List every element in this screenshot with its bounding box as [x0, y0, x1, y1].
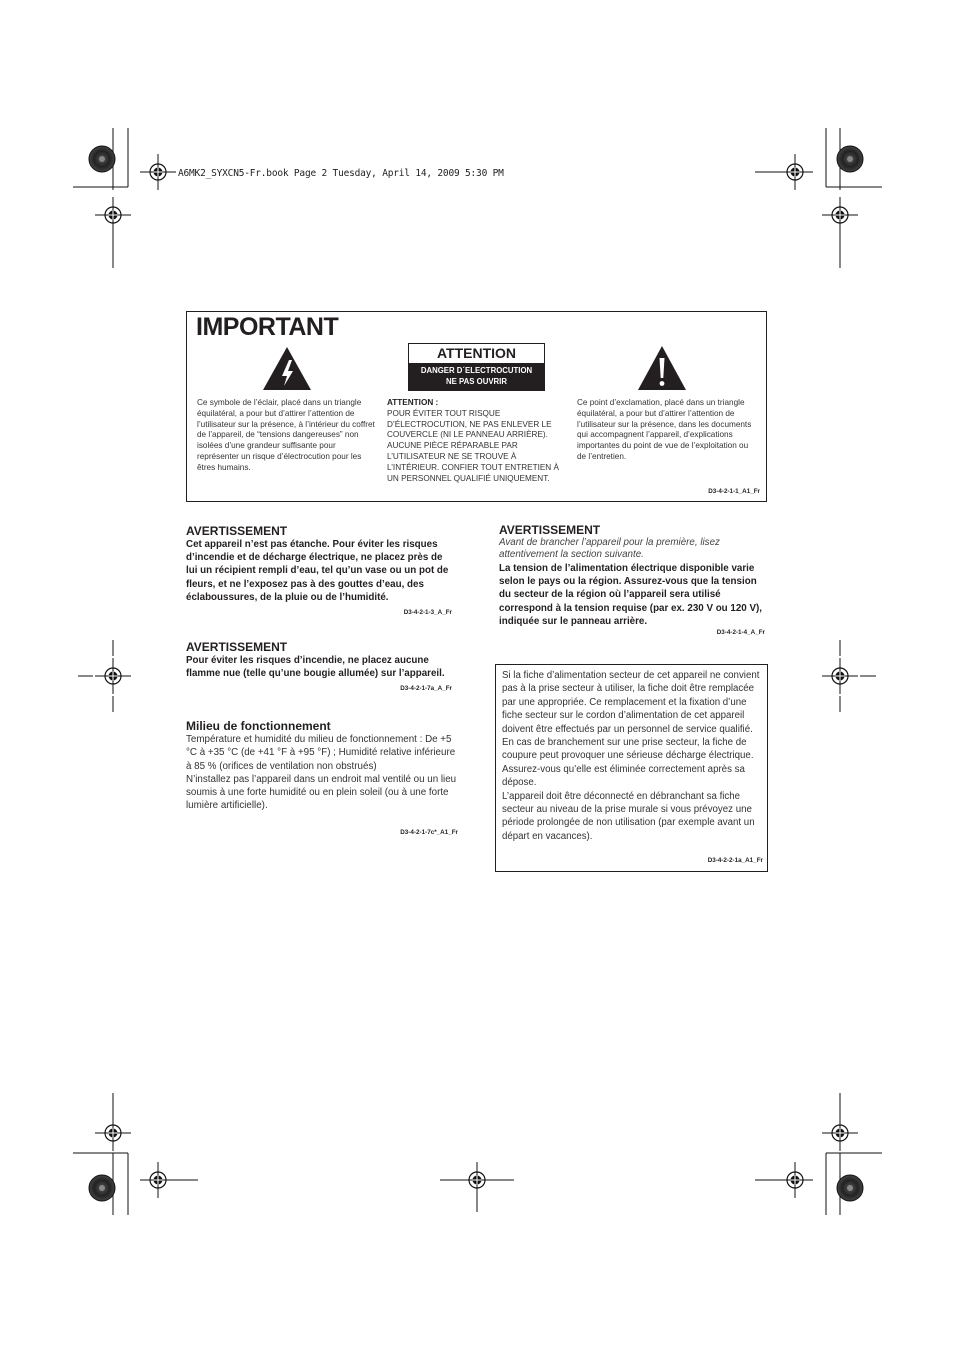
environment-title: Milieu de fonctionnement	[186, 719, 331, 733]
plug-notice-text-1: Si la fiche d’alimentation secteur de cet appareil ne convient pas à la prise secteur à utiliser, la fiche doit être remplacée par une appropriée. Ce remplacement et la fixation d’une fiche secteur sur le cordon d’alimentation de cet appareil doivent être effectués par un personnel de service qualifié. En cas de branchement sur une prise secteur, la fiche de coupure peut provoquer une sérieuse décharge électrique. Assurez-vous qu’elle est éliminée correctement après sa dépose.	[502, 670, 760, 789]
attention-subtitle: DANGER D´ELECTROCUTION NE PAS OUVRIR	[409, 363, 544, 390]
reg-mark-left	[95, 658, 131, 694]
important-code: D3-4-2-1-1_A1_Fr	[708, 488, 760, 495]
environment-section	[186, 719, 458, 813]
print-header: A6MK2_SYXCN5-Fr.book Page 2 Tuesday, April 14, 2009 5:30 PM	[178, 168, 504, 179]
warning-voltage-code: D3-4-2-1-4_A_Fr	[716, 629, 765, 636]
plug-notice-text-2: L’appareil doit être déconnecté en débranchant sa fiche secteur au niveau de la prise murale si vous prévoyez une période prolongée de non utilisation (par exemple avant un départ en vacances).	[502, 790, 755, 842]
exclamation-description: Ce point d’exclamation, placé dans un triangle équilatéral, a pour but d’attirer l’attention de l’utilisateur sur la présence, dans les documents qui accompagnent l’appareil, d’explications importantes du point de vue de l’exploitation ou de l’entretien.	[577, 398, 752, 461]
warning-water-section	[186, 524, 452, 604]
reg-mark-right	[822, 658, 858, 694]
reg-mark-bottom-center	[459, 1162, 495, 1198]
environment-text-2: N’installez pas l’appareil dans un endroit mal ventilé ou un lieu soumis à une forte humidité ou en plein soleil (ou à une forte lumière artificielle).	[186, 773, 457, 812]
crop-mark-bottom-right	[755, 1093, 882, 1215]
warning-voltage-text: La tension de l’alimentation électrique disponible varie selon le pays ou la région. Assurez-vous que la tension du secteur de la région où l’appareil sera utilisé correspond à la tension requise (par ex. 230 V ou 120 V), indiquée sur le panneau arrière.	[499, 563, 762, 627]
environment-text-1: Température et humidité du milieu de fonctionnement : De +5 °C à +35 °C (de +41 °F à +95 °F) ; Humidité relative inférieure à 85 % (orifices de ventilation non obstrués)	[186, 734, 456, 772]
warning-water-code: D3-4-2-1-3_A_Fr	[403, 609, 452, 616]
warning-flame-title: AVERTISSEMENT	[186, 640, 288, 654]
attention-label	[408, 343, 545, 391]
warning-flame-text: Pour éviter les risques d’incendie, ne placez aucune flamme nue (telle qu’une bougie allumée) sur l’appareil.	[186, 655, 445, 680]
exclamation-triangle-icon	[637, 345, 687, 391]
environment-code: D3-4-2-1-7c*_A1_Fr	[400, 829, 458, 836]
plug-notice-box	[495, 664, 768, 872]
attention-description-text: POUR ÉVITER TOUT RISQUE D’ÉLECTROCUTION, NE PAS ENLEVER LE COUVERCLE (NI LE PANNEAU ARRIÈRE). AUCUNE PIÈCE RÉPARABLE PAR L’UTILISATEUR NE SE TROUVE À L’INTÉRIEUR. CONFIER TOUT ENTRETIEN À UN PERSONNEL QUALIFIÉ UNIQUEMENT.	[387, 408, 559, 483]
warning-flame-section	[186, 640, 452, 680]
warning-voltage-title: AVERTISSEMENT	[499, 523, 601, 537]
warning-water-text: Cet appareil n’est pas étanche. Pour éviter les risques d’incendie et de décharge électrique, ne placez près de lui un récipient rempli d’eau, tel qu’un vase ou un pot de fleurs, et ne l’exposez pas à des gouttes d’eau, des éclaboussures, de la pluie ou de l’humidité.	[186, 539, 449, 603]
warning-voltage-section	[499, 523, 767, 628]
warning-flame-code: D3-4-2-1-7a_A_Fr	[400, 685, 452, 692]
attention-heading: ATTENTION	[436, 345, 517, 361]
attention-description-label: ATTENTION :	[387, 398, 439, 407]
crop-mark-bottom-left	[73, 1093, 198, 1215]
warning-voltage-intro: Avant de brancher l’appareil pour la première, lisez attentivement la section suivante.	[499, 537, 720, 560]
important-title: IMPORTANT	[196, 313, 339, 341]
warning-water-title: AVERTISSEMENT	[186, 524, 288, 538]
lightning-description: Ce symbole de l’éclair, placé dans un triangle équilatéral, a pour but d’attirer l’attention de l’utilisateur sur la présence, à l’intérieur du coffret de l’appareil, de “tensions dangereuses” non isolées d’une grandeur suffisante pour représenter un risque d’électrocution pour les êtres humains.	[197, 398, 375, 472]
lightning-triangle-icon	[262, 346, 312, 391]
attention-description	[387, 398, 567, 484]
plug-notice-code: D3-4-2-2-1a_A1_Fr	[707, 857, 763, 864]
crop-mark-top-left	[73, 128, 176, 268]
crop-mark-top-right	[755, 128, 882, 268]
